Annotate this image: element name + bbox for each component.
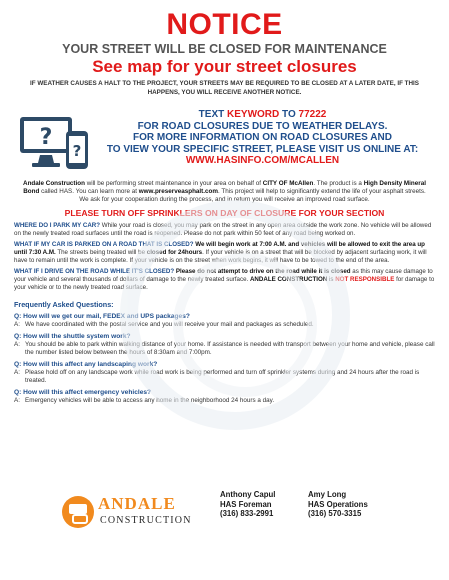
faq-item bbox=[14, 313, 435, 329]
faq-question: Q: How will this affect any landscaping work? bbox=[14, 361, 158, 368]
intro-paragraph: Andale Construction will be performing street maintenance in your area on behalf of CITY OF McAllen. The product is a High Density Mineral Bond called HAS. You can learn more at www.preserveasphalt.com. This project will help to significantly extend the life of your asphalt streets. We ask for your cooperation during the process, and in return you will receive an improved road surface. bbox=[23, 180, 426, 203]
logo-subword: CONSTRUCTION bbox=[100, 515, 192, 526]
text-keyword: KEYWORD bbox=[227, 109, 280, 120]
qa-drive-closed: WHAT IF I DRIVE ON THE ROAD WHILE IT'S CLOSED? Please do not attempt to drive on the road while it is closed as this may cause damage to your vehicle and several thousands of dollars of damage to the newly treated surface. ANDALE CONSTRUCTION is NOT RESPONSIBLE for damage to your vehicle or to the newly treated road surface. bbox=[14, 268, 435, 291]
weather-note: IF WEATHER CAUSES A HALT TO THE PROJECT, YOUR STREETS MAY BE REQUIRED TO BE CLOSED AT A LATER DATE, IF THIS HAPPENS, YOU WILL RECEIVE ANOTHER NOTICE. bbox=[29, 80, 420, 96]
website-link[interactable]: WWW.HASINFO.COM/MCALLEN bbox=[185, 155, 340, 166]
contact-name: Anthony Capul bbox=[220, 490, 276, 499]
contact-operations bbox=[308, 490, 368, 519]
sprinkler-notice: PLEASE TURN OFF SPRINKLERS ON DAY OF CLOSURE FOR YOUR SECTION bbox=[64, 208, 385, 218]
faq-item bbox=[14, 361, 435, 385]
qa-parked-closed: WHAT IF MY CAR IS PARKED ON A ROAD THAT IS CLOSED? We will begin work at 7:00 A.M. and vehicles will be allowed to exit the area up until 7:30 A.M. The streets being treated will be closed for 24hours. If your vehicle is on a street that will be blocked by adjacent surfacing work, it will have to remain until the work is complete. If your vehicle is on the street when work begins, it will have to be towed to the end of the area. bbox=[14, 241, 427, 264]
footer bbox=[62, 484, 402, 544]
svg-text:?: ? bbox=[39, 125, 53, 150]
faq-question: Q: How will we get our mail, FEDEX and UPS packages? bbox=[14, 313, 190, 320]
qa-parking: WHERE DO I PARK MY CAR? While your road is closed, you may park on the street in any open area outside the work zone. No vehicle will be allowed on the newly treated road surfaces until the road is reopened. Please do not park within 50 feet of any road being worked on. bbox=[14, 222, 432, 237]
contact-phone[interactable]: (316) 833-2991 bbox=[220, 509, 274, 518]
faq-title: Frequently Asked Questions: bbox=[14, 300, 114, 309]
andale-construction-logo bbox=[62, 488, 202, 540]
faq-answer: A: Emergency vehicles will be able to access any home in the neighborhood 24 hours a day. bbox=[14, 397, 275, 404]
faq-answer: A: Please hold off on any landscape work while road work is being performed and turn off sprinkler systems during and 24 hours after the road is treated. bbox=[14, 369, 420, 384]
text-alert-lines bbox=[90, 109, 435, 167]
faq-item bbox=[14, 389, 435, 405]
contact-role: HAS Foreman bbox=[220, 499, 272, 509]
preserve-asphalt-link[interactable]: www.preserveasphalt.com bbox=[138, 188, 218, 195]
contact-name: Amy Long bbox=[308, 490, 347, 499]
faq-answer: A: We have coordinated with the postal service and you will receive your mail and packages as scheduled. bbox=[14, 321, 314, 328]
text-alert-line-4: TO VIEW YOUR SPECIFIC STREET, PLEASE VISIT US ONLINE AT: bbox=[106, 143, 419, 155]
text-number: 77222 bbox=[298, 109, 327, 120]
svg-text:?: ? bbox=[72, 142, 82, 160]
contact-foreman bbox=[220, 490, 275, 519]
andale-truck-logo-icon bbox=[62, 496, 94, 528]
qa-parking-question: WHERE DO I PARK MY CAR? bbox=[14, 222, 101, 229]
text-alert-line-3: FOR MORE INFORMATION ON ROAD CLOSURES AND bbox=[133, 132, 392, 143]
contact-role: HAS Operations bbox=[308, 499, 368, 509]
text-alert-block bbox=[14, 109, 435, 175]
notice-title: NOTICE bbox=[166, 8, 283, 41]
computer-phone-question-icon bbox=[18, 111, 90, 173]
logo-word: ANDALE bbox=[98, 494, 176, 513]
qa-parked-question: WHAT IF MY CAR IS PARKED ON A ROAD THAT IS CLOSED? bbox=[14, 241, 194, 248]
text-alert-line-1: TEXT KEYWORD TO 77222 bbox=[198, 109, 327, 120]
see-map-heading: See map for your street closures bbox=[92, 57, 357, 76]
text-alert-line-2: FOR ROAD CLOSURES DUE TO WEATHER DELAYS. bbox=[137, 120, 388, 132]
faq-answer: A: You should be able to park within walking distance of your home. If assistance is needed with transport between your home and vehicle, please call the number listed below between the hours of 8:30am and 7:00pm. bbox=[14, 341, 435, 356]
qa-drive-question: WHAT IF I DRIVE ON THE ROAD WHILE IT'S CLOSED? bbox=[14, 268, 175, 275]
faq-item bbox=[14, 333, 435, 357]
faq-question: Q: How will the shuttle system work? bbox=[14, 333, 131, 340]
faq-question: Q: How will this affect emergency vehicles? bbox=[14, 389, 152, 396]
contact-phone[interactable]: (316) 570-3315 bbox=[308, 509, 362, 518]
closure-subtitle: YOUR STREET WILL BE CLOSED FOR MAINTENANCE bbox=[62, 42, 387, 56]
